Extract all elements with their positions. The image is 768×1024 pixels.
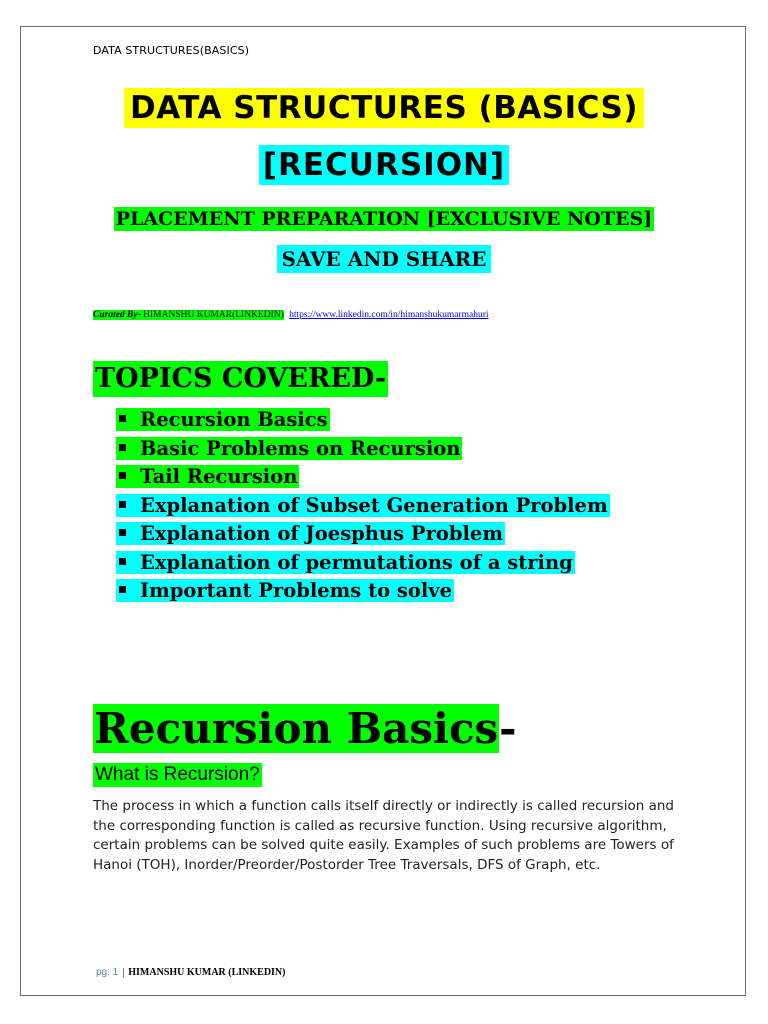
list-item — [116, 492, 610, 521]
bullet-icon — [119, 586, 126, 593]
list-item — [116, 406, 610, 435]
bullet-icon — [119, 415, 126, 422]
document-subtitle-text: [RECURSION] — [259, 145, 509, 185]
section-heading — [93, 701, 517, 757]
tagline-text: PLACEMENT PREPARATION [EXCLUSIVE NOTES] — [115, 208, 653, 230]
topic-label: Tail Recursion — [140, 465, 298, 488]
topics-heading-text: TOPICS COVERED — [95, 363, 375, 394]
save-share — [0, 247, 768, 271]
bullet-icon — [119, 501, 126, 508]
topic-label: Important Problems to solve — [140, 579, 453, 602]
topics-heading — [93, 361, 388, 397]
document-title-text: DATA STRUCTURES (BASICS) — [124, 88, 644, 128]
save-share-text: SAVE AND SHARE — [277, 245, 490, 273]
document-subtitle — [0, 147, 768, 183]
bullet-icon — [119, 529, 126, 536]
bullet-icon — [119, 444, 126, 451]
footer-separator: | — [122, 967, 125, 978]
list-item — [116, 463, 610, 492]
list-item — [116, 435, 610, 464]
section-heading-text: Recursion Basics — [94, 704, 499, 753]
topic-label: Explanation of permutations of a string — [140, 550, 573, 574]
credit-label: Curated By- — [93, 310, 141, 320]
footer-author: HIMANSHU KUMAR (LINKEDIN) — [128, 967, 286, 978]
credit-name: HIMANSHU KUMAR(LINKEDIN) — [140, 310, 284, 320]
bullet-icon — [119, 558, 126, 565]
linkedin-link[interactable]: https://www.linkedin.com/in/himanshukumarmahuri — [289, 310, 489, 320]
document-title — [0, 90, 768, 126]
section-paragraph: The process in which a function calls itself directly or indirectly is called recursion and the corresponding function is called as recursive function. Using recursive algorithm, certain problems can be solved quite easily. Examples of such problems are Towers of Hanoi (TOH), Inorder/Preorder/Postorder Tree Traversals, DFS of Graph, etc. — [93, 798, 674, 874]
topic-label: Explanation of Joesphus Problem — [140, 522, 503, 545]
topics-list — [116, 406, 610, 606]
section-subheading: What is Recursion? — [95, 764, 260, 785]
tagline — [0, 208, 768, 230]
page-footer — [96, 967, 286, 978]
page-number: pg. 1 — [96, 967, 119, 978]
section-heading-dash: - — [499, 704, 517, 753]
topic-label: Basic Problems on Recursion — [140, 436, 461, 460]
topic-label: Explanation of Subset Generation Problem — [140, 493, 608, 517]
list-item — [116, 520, 610, 549]
running-header: DATA STRUCTURES(BASICS) — [93, 44, 250, 57]
topic-label: Recursion Basics — [140, 408, 328, 431]
topics-heading-dash: - — [374, 363, 387, 394]
bullet-icon — [119, 472, 126, 479]
list-item — [116, 577, 610, 606]
credit-line — [93, 310, 489, 320]
list-item — [116, 549, 610, 578]
